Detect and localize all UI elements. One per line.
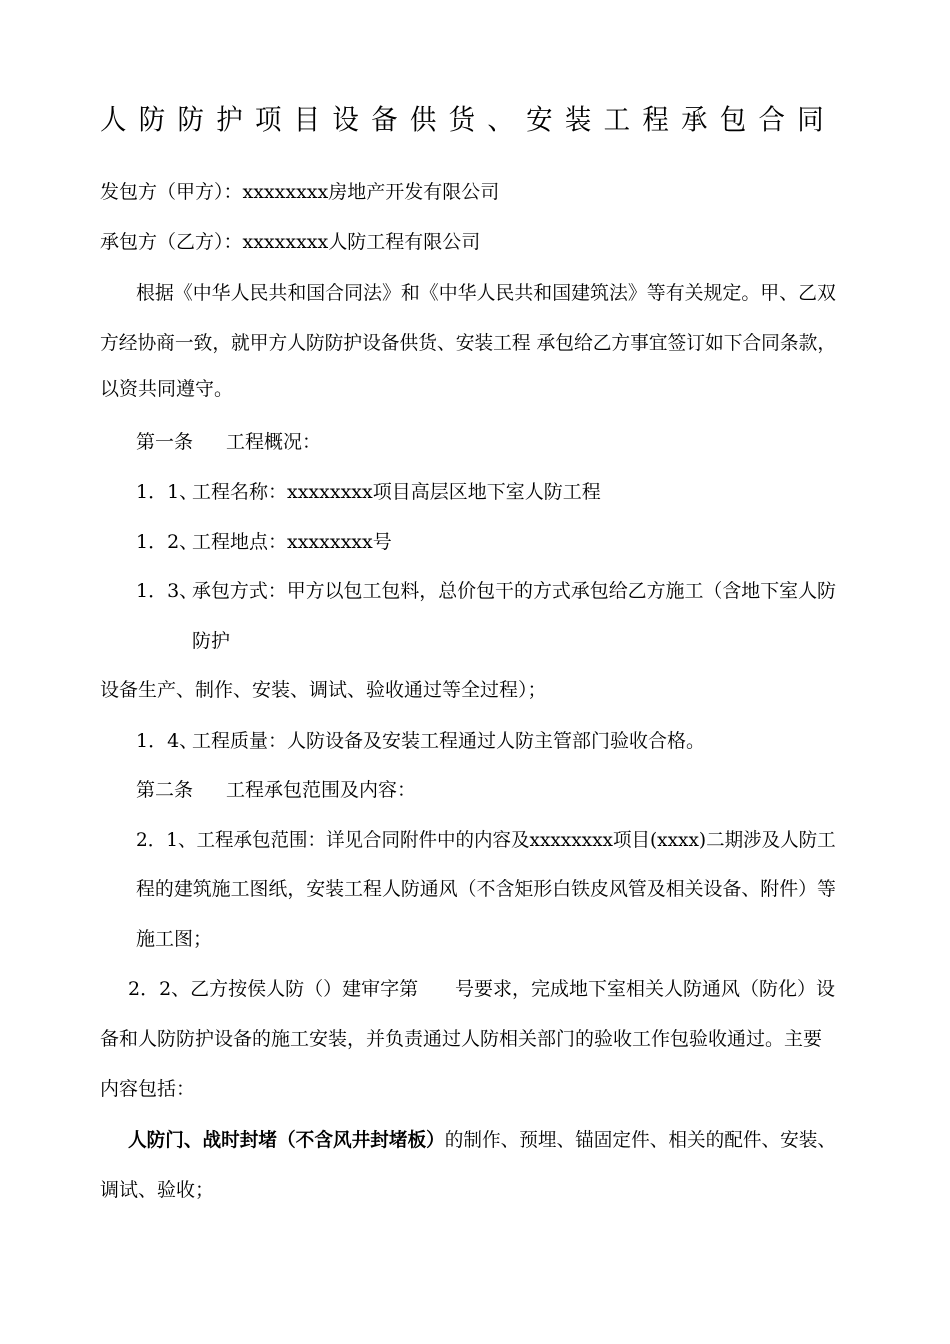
item-1-4-text: 工程质量：人防设备及安装工程通过人防主管部门验收合格。	[192, 730, 706, 752]
item-doors-rest-text: 的制作、预埋、锚固定件、相关的配件、安装、	[444, 1129, 837, 1151]
item-1-2-text: 工程地点：xxxxxxxx号	[192, 531, 392, 553]
item-1-4-number: 1．4、	[136, 730, 199, 752]
article-1-number: 第一条	[136, 431, 194, 453]
item-1-3-text: 承包方式：甲方以包工包料，总价包干的方式承包给乙方施工（含地下室人防	[192, 580, 837, 602]
item-2-2-line-2: 备和人防防护设备的施工安装，并负责通过人防相关部门的验收工作包验收通过。主要	[100, 1028, 823, 1050]
party-a: 发包方（甲方）：xxxxxxxx房地产开发有限公司	[100, 181, 500, 203]
item-1-2-number: 1．2、	[136, 531, 199, 553]
item-2-2-line-1b: 号要求，完成地下室相关人防通风（防化）设	[455, 978, 836, 1000]
item-2-1-line-3: 施工图；	[136, 928, 213, 950]
item-1-1-number: 1．1、	[136, 481, 199, 503]
item-1-3-continuation: 防护	[192, 630, 231, 652]
item-1-3-continuation-2: 设备生产、制作、安装、调试、验收通过等全过程）；	[100, 679, 547, 701]
item-1-1-text: 工程名称：xxxxxxxx项目高层区地下室人防工程	[192, 481, 601, 503]
item-2-2-line-1a: 2．2、乙方按侯人防（）建审字第	[128, 978, 419, 1000]
intro-line-3: 以资共同遵守。	[100, 378, 234, 400]
document-title: 人防防护项目设备供货、安装工程承包合同	[100, 103, 837, 136]
intro-line-2: 方经协商一致，就甲方人防防护设备供货、安装工程 承包给乙方事宜签订如下合同条款，	[100, 332, 837, 354]
item-doors-bold-text: 人防门、战时封堵（不含风井封堵板）	[128, 1129, 445, 1151]
item-doors-line-2: 调试、验收；	[100, 1179, 215, 1201]
item-2-2-line-3: 内容包括：	[100, 1078, 196, 1100]
party-b: 承包方（乙方）：xxxxxxxx人防工程有限公司	[100, 231, 481, 253]
item-2-1-line-1: 2．1、工程承包范围：详见合同附件中的内容及xxxxxxxx项目(xxxx)二期涉及人防工	[136, 829, 836, 851]
item-2-1-line-2: 程的建筑施工图纸，安装工程人防通风（不含矩形白铁皮风管及相关设备、附件）等	[136, 878, 836, 900]
article-2-heading: 工程承包范围及内容：	[226, 779, 417, 801]
article-2-number: 第二条	[136, 779, 194, 801]
intro-line-1: 根据《中华人民共和国合同法》和《中华人民共和国建筑法》等有关规定。甲、乙双	[136, 282, 836, 304]
item-doors-line-1	[128, 1128, 836, 1152]
article-1-heading: 工程概况：	[226, 431, 322, 453]
item-1-3-number: 1．3、	[136, 580, 199, 602]
